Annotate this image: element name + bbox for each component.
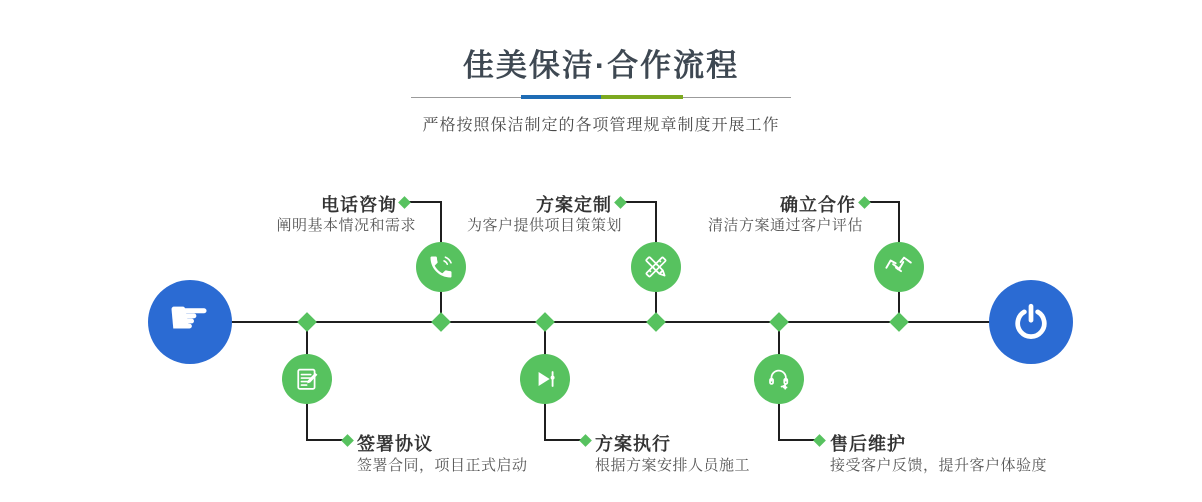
divider-green-segment: [601, 95, 683, 99]
step-circle-execute: [520, 354, 570, 404]
timeline-end-node: [989, 280, 1073, 364]
step-desc: 清洁方案通过客户评估: [707, 217, 863, 234]
pointing-hand-icon: ☛: [167, 290, 211, 346]
step-title: 售后维护: [830, 434, 906, 454]
step-circle-phone: [416, 242, 466, 292]
timeline-node-diamond: [769, 312, 789, 332]
step-desc: 签署合同，项目正式启动: [357, 457, 528, 474]
page-title: 佳美保洁·合作流程: [462, 48, 740, 83]
divider-blue-segment: [521, 95, 601, 99]
step-circle-handshake: [874, 242, 924, 292]
step-title: 确立合作: [780, 195, 856, 215]
label-diamond: [858, 196, 871, 209]
timeline-node-diamond: [646, 312, 666, 332]
handshake-icon: [884, 252, 914, 282]
step-circle-contract: [282, 354, 332, 404]
pencil-ruler-icon: [642, 253, 670, 281]
step-desc: 接受客户反馈，提升客户体验度: [830, 457, 1048, 474]
connector-line: [655, 201, 657, 243]
phone-icon: [427, 253, 455, 281]
label-diamond: [341, 434, 354, 447]
connector-line: [778, 403, 780, 440]
headset-icon: [765, 365, 793, 393]
play-icon: [531, 365, 559, 393]
step-desc: 为客户提供项目策策划: [466, 217, 622, 234]
connector-line: [544, 403, 546, 440]
connector-line: [440, 201, 442, 243]
step-title: 签署协议: [357, 434, 433, 454]
connector-line: [624, 201, 656, 203]
step-circle-design: [631, 242, 681, 292]
step-desc: 阐明基本情况和需求: [276, 217, 416, 234]
connector-line: [306, 439, 343, 441]
connector-line: [544, 439, 581, 441]
connector-line: [408, 201, 441, 203]
timeline-node-diamond: [297, 312, 317, 332]
label-diamond: [813, 434, 826, 447]
connector-line: [778, 439, 815, 441]
contract-icon: [293, 365, 321, 393]
timeline-node-diamond: [535, 312, 555, 332]
step-desc: 根据方案安排人员施工: [595, 457, 751, 474]
timeline-node-diamond: [889, 312, 909, 332]
power-icon: [1010, 301, 1052, 343]
step-circle-service: [754, 354, 804, 404]
connector-line: [306, 403, 308, 440]
step-title: 方案执行: [595, 434, 671, 454]
step-title: 方案定制: [536, 195, 612, 215]
label-diamond: [614, 196, 627, 209]
connector-line: [898, 201, 900, 243]
timeline-start-node: [148, 280, 232, 364]
label-diamond: [579, 434, 592, 447]
step-title: 电话咨询: [321, 195, 397, 215]
page-subtitle: 严格按照保洁制定的各项管理规章制度开展工作: [422, 117, 780, 134]
timeline-node-diamond: [431, 312, 451, 332]
connector-line: [868, 201, 899, 203]
label-diamond: [398, 196, 411, 209]
